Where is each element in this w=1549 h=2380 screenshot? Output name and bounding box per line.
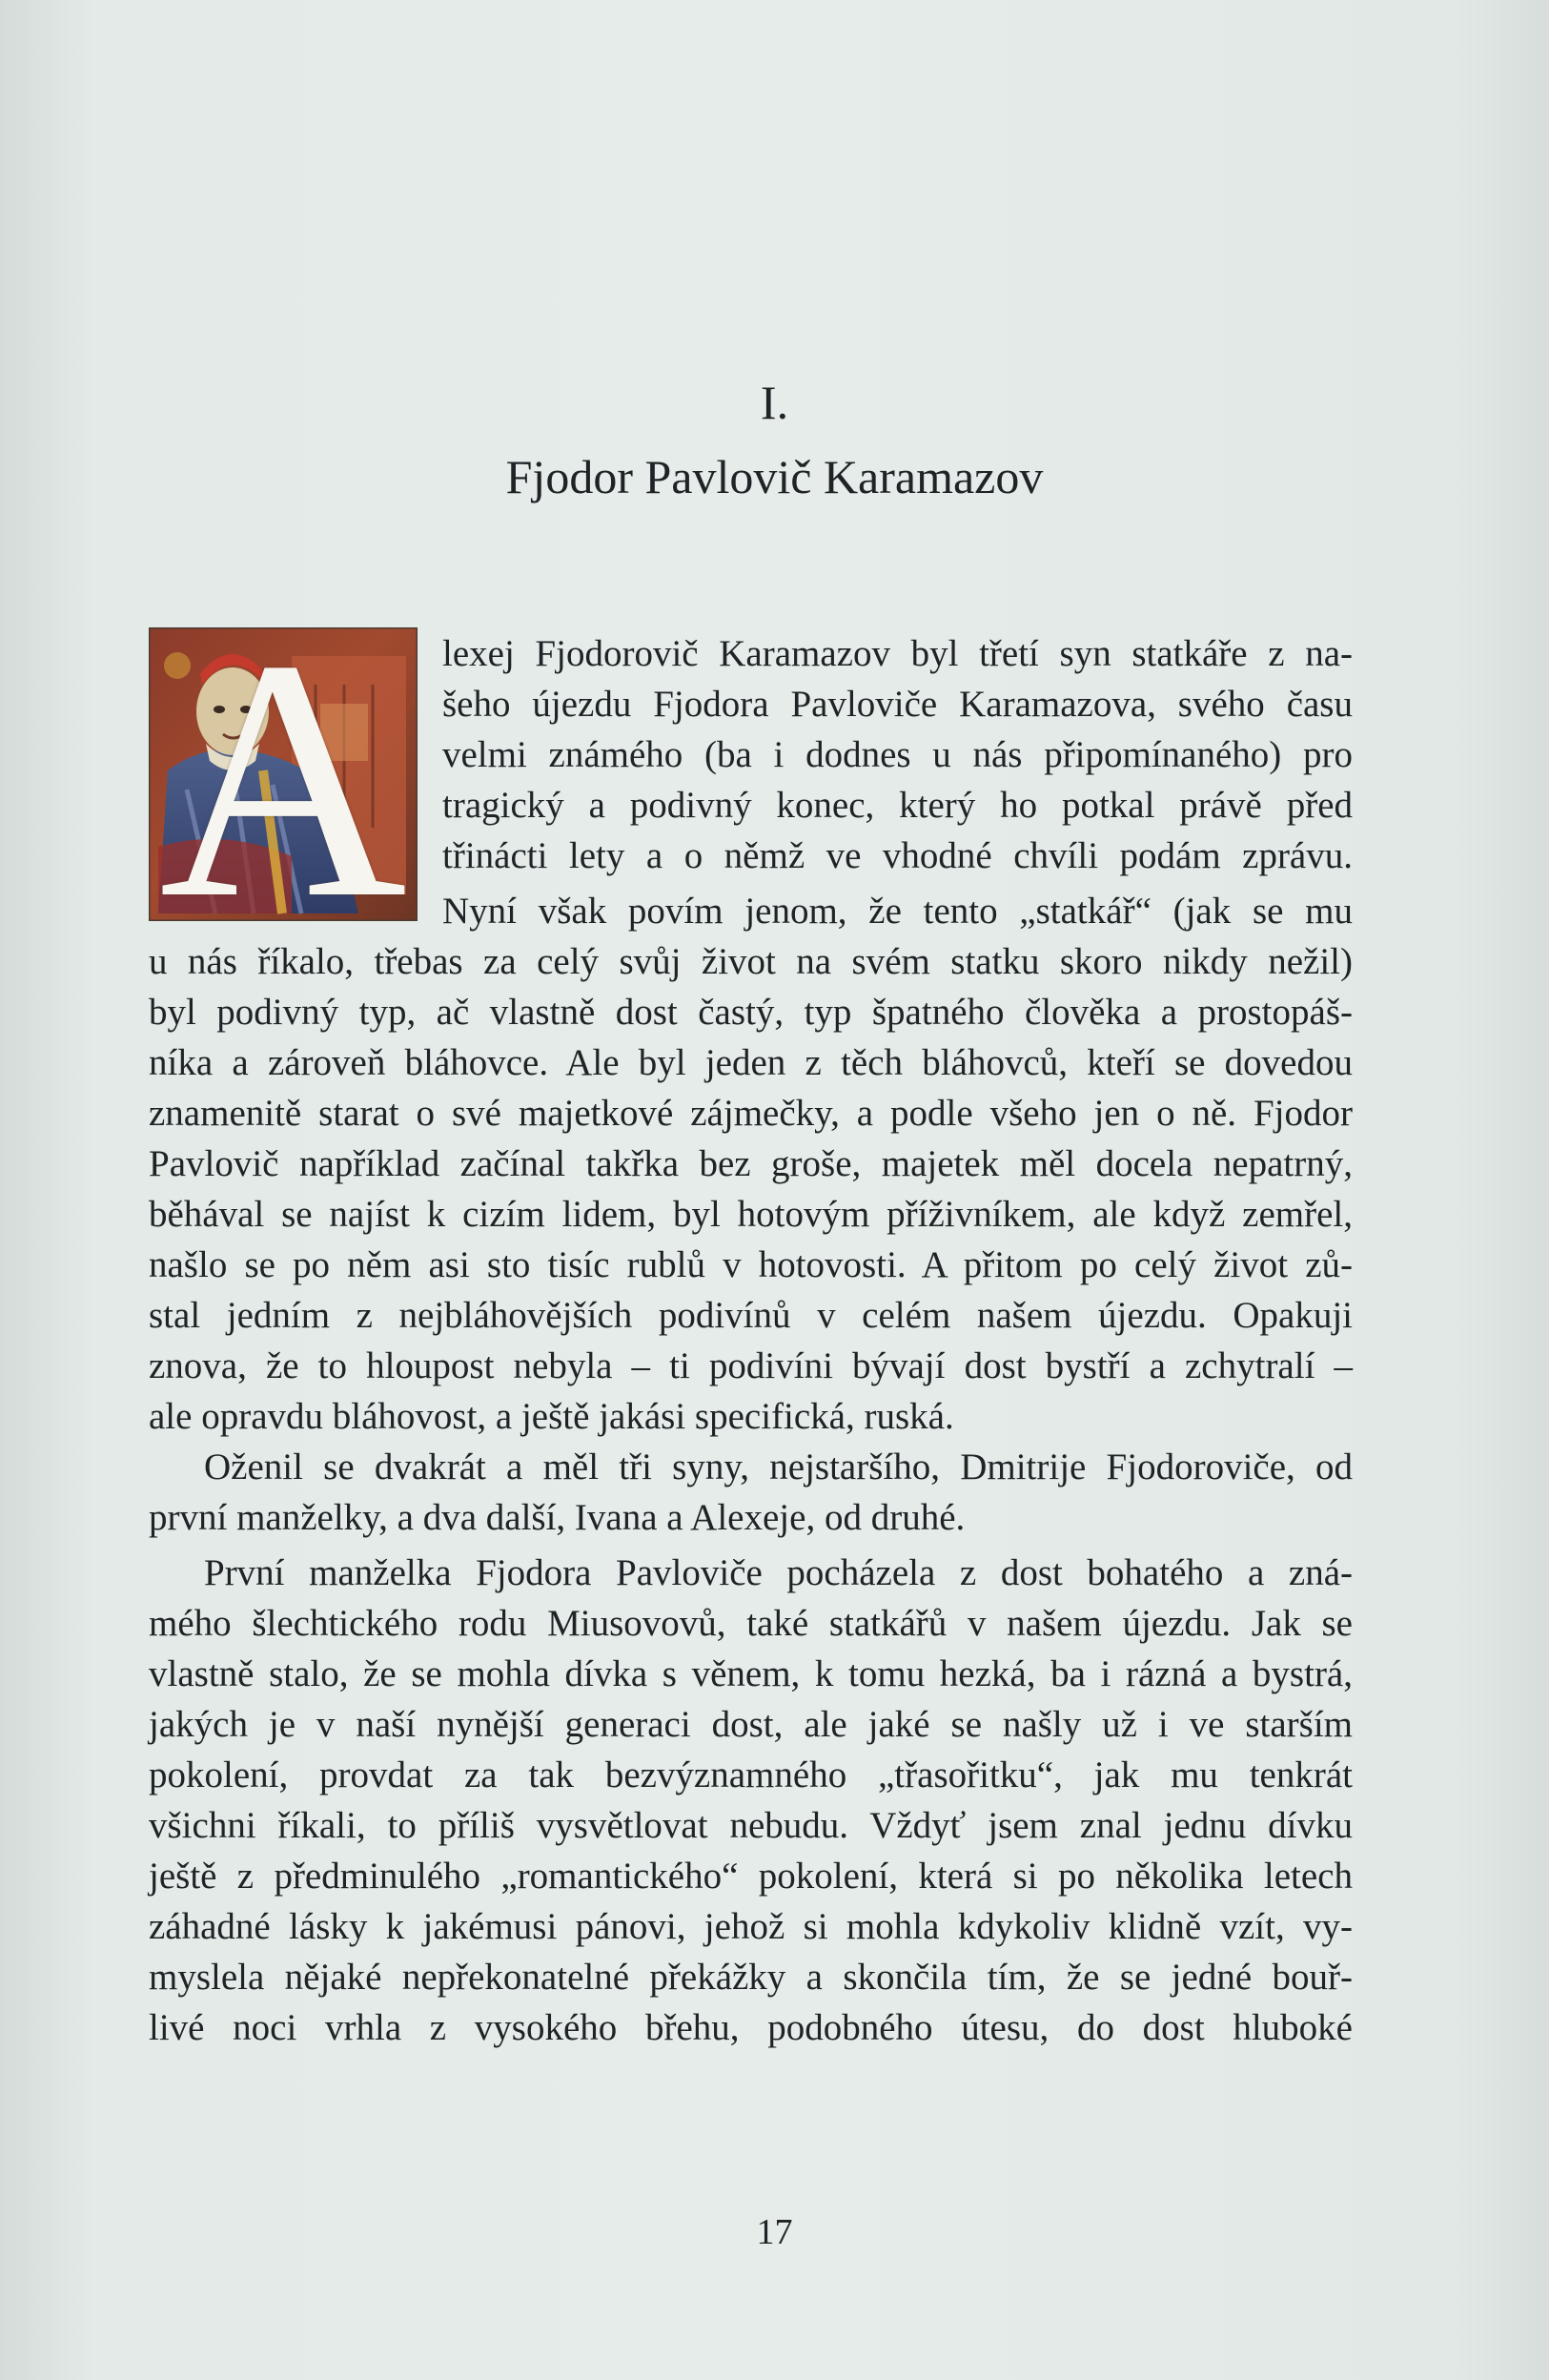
text-line: Pavlovič například začínal takřka bez groše, majetek měl docela nepatrný,	[149, 1143, 1353, 1184]
text-line: znova, že to hloupost nebyla – ti podivíni bývají dost bystří a zchytralí –	[149, 1345, 1353, 1386]
text-line: stal jedním z nejbláhovějších podivínů v celém našem újezdu. Opakuji	[149, 1295, 1353, 1336]
text-line: livé noci vrhla z vysokého břehu, podobného útesu, do dost hluboké	[149, 2007, 1353, 2048]
text-line: ještě z předminulého „romantického“ pokolení, která si po několika letech	[149, 1856, 1353, 1897]
page-number: 17	[756, 2212, 793, 2252]
text-line: běhával se najíst k cizím lidem, byl hotovým příživníkem, ale když zemřel,	[149, 1194, 1353, 1235]
text-line: první manželky, a dva další, Ivana a Alexeje, od druhé.	[149, 1497, 966, 1538]
text-line: pokolení, provdat za tak bezvýznamného „třasořitku“, jak mu tenkrát	[149, 1754, 1353, 1795]
text-line: byl podivný typ, ač vlastně dost častý, typ špatného člověka a prostopáš-	[149, 992, 1353, 1033]
text-line: znamenitě starat o své majetkové zájmečky, a podle všeho jen o ně. Fjodor	[149, 1093, 1353, 1134]
text-line: lexej Fjodorovič Karamazov byl třetí syn statkáře z na-	[442, 633, 1353, 674]
text-line: První manželka Fjodora Pavloviče pocházela z dost bohatého a zná-	[204, 1552, 1353, 1593]
text-line: třinácti lety a o němž ve vhodné chvíli podám zprávu.	[442, 835, 1353, 876]
illuminated-initial	[149, 627, 418, 921]
text-line: našlo se po něm asi sto tisíc rublů v hotovosti. A přitom po celý život zů-	[149, 1244, 1353, 1285]
text-line: záhadné lásky k jakémusi pánovi, jehož si mohla kdykoliv klidně vzít, vy-	[149, 1906, 1353, 1947]
drop-cap-letter: A	[159, 627, 407, 921]
text-line: velmi známého (ba i dodnes u nás připomínaného) pro	[442, 734, 1353, 775]
text-line: u nás říkalo, třebas za celý svůj život na svém statku skoro nikdy nežil)	[149, 941, 1353, 982]
text-line: jakých je v naší nynější generaci dost, ale jaké se našly už i ve starším	[149, 1704, 1353, 1745]
text-line: všichni říkali, to příliš vysvětlovat nebudu. Vždyť jsem znal jednu dívku	[149, 1805, 1353, 1846]
text-line: ale opravdu bláhovost, a ještě jakási specifická, ruská.	[149, 1396, 954, 1437]
text-line: vlastně stalo, že se mohla dívka s věnem, k tomu hezká, ba i rázná a bystrá,	[149, 1653, 1353, 1694]
text-line: tragický a podivný konec, který ho potkal právě před	[442, 785, 1353, 826]
text-line: níka a zároveň bláhovce. Ale byl jeden z těch bláhovců, kteří se dovedou	[149, 1042, 1353, 1083]
text-line: Oženil se dvakrát a měl tři syny, nejstaršího, Dmitrije Fjodoroviče, od	[204, 1446, 1353, 1488]
chapter-title: Fjodor Pavlovič Karamazov	[505, 450, 1044, 503]
chapter-number: I.	[760, 376, 789, 429]
text-line: Nyní však povím jenom, že tento „statkář“ (jak se mu	[442, 891, 1353, 932]
text-line: šeho újezdu Fjodora Pavloviče Karamazova, svého času	[442, 684, 1353, 725]
text-line: myslela nějaké nepřekonatelné překážky a skončila tím, že se jedné bouř-	[149, 1957, 1353, 1998]
text-line: mého šlechtického rodu Miusovovů, také statkářů v našem újezdu. Jak se	[149, 1603, 1353, 1644]
